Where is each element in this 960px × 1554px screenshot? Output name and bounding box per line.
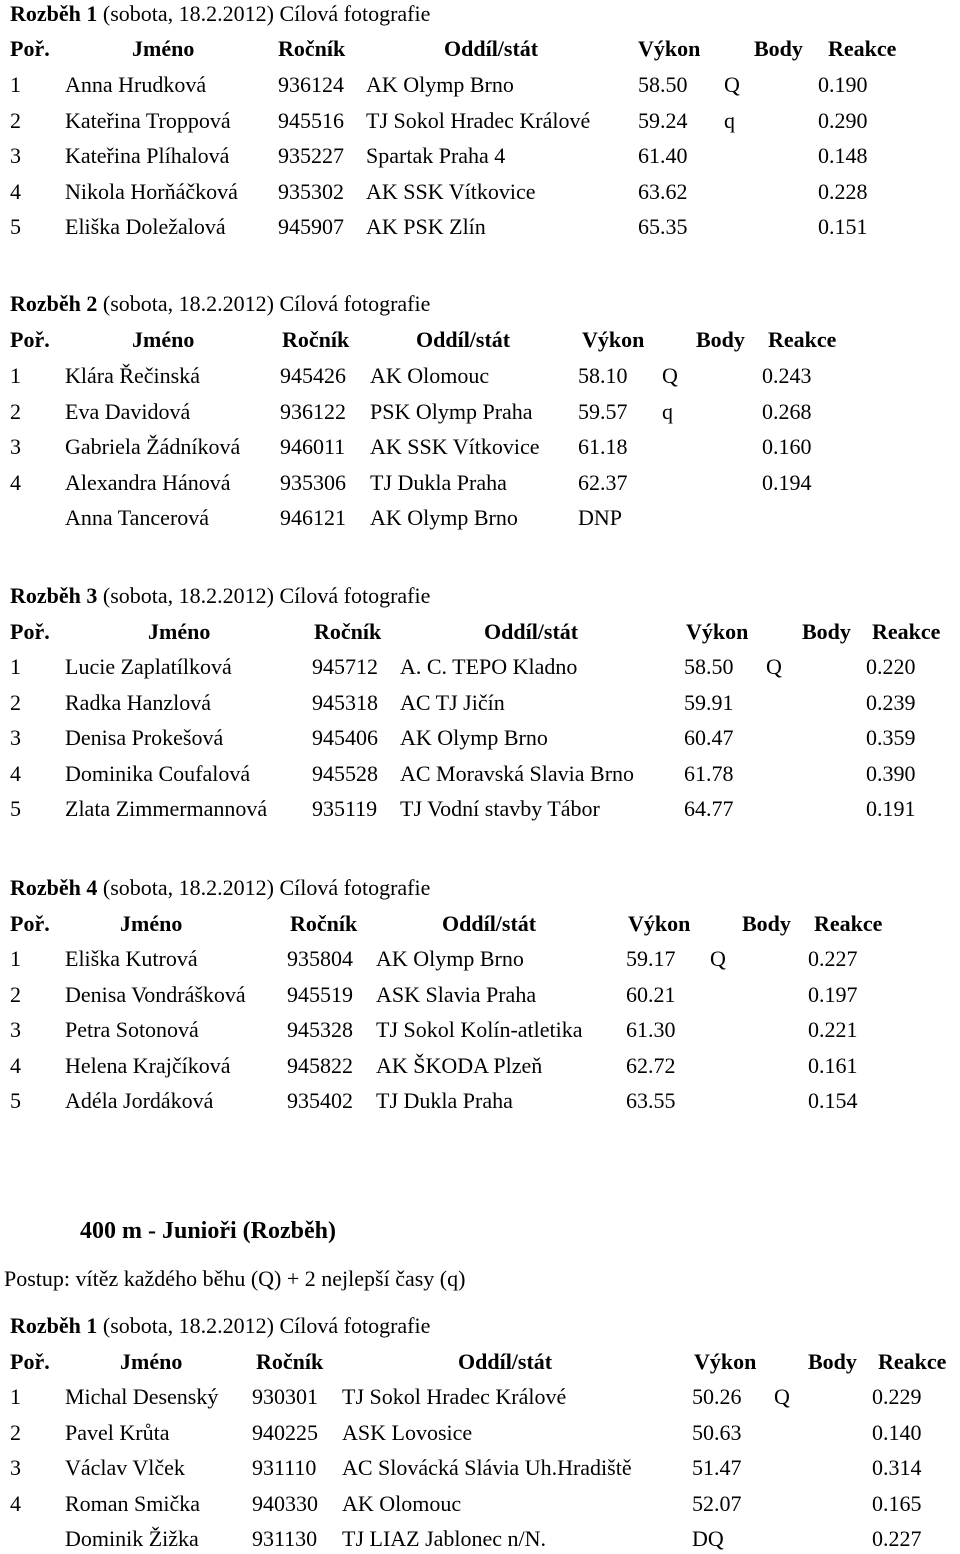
heat-date: (sobota, 18.2.2012) bbox=[102, 291, 274, 316]
birth-code-cell: 946011 bbox=[280, 434, 346, 459]
col-oddil: Oddíl/stát bbox=[484, 619, 579, 644]
rank-cell: 4 bbox=[10, 469, 21, 495]
reaction-cell: 0.290 bbox=[818, 107, 868, 133]
name-cell: Dominika Coufalová bbox=[65, 760, 251, 786]
club-cell: TJ LIAZ Jablonec n/N. bbox=[342, 1526, 547, 1551]
name-cell: Nikola Horňáčková bbox=[65, 178, 238, 204]
time-cell: 65.35 bbox=[638, 214, 688, 239]
time-cell: 63.55 bbox=[626, 1088, 676, 1113]
col-jmeno: Jméno bbox=[120, 911, 183, 936]
rank-cell: 4 bbox=[10, 1490, 21, 1516]
section-title: 400 m - Junioři (Rozběh) bbox=[80, 1218, 336, 1244]
table-row bbox=[10, 141, 960, 171]
heat-label: Rozběh 2 bbox=[10, 291, 98, 316]
rank-cell: 2 bbox=[10, 398, 21, 424]
name-cell: Zlata Zimmermannová bbox=[65, 796, 268, 821]
birth-code-cell: 945328 bbox=[287, 1017, 353, 1042]
reaction-cell: 0.154 bbox=[808, 1088, 858, 1113]
table-row bbox=[10, 1382, 960, 1412]
col-por: Poř. bbox=[10, 327, 50, 352]
photo-finish-label: Cílová fotografie bbox=[279, 291, 431, 316]
reaction-cell: 0.243 bbox=[762, 363, 812, 388]
birth-code-cell: 945516 bbox=[278, 107, 344, 133]
time-cell: 59.57 bbox=[578, 398, 628, 424]
time-cell: 58.50 bbox=[684, 654, 734, 679]
club-cell: AK Olymp Brno bbox=[370, 505, 518, 530]
rank-cell: 2 bbox=[10, 1419, 21, 1445]
time-cell: 58.50 bbox=[638, 72, 688, 97]
reaction-cell: 0.229 bbox=[872, 1384, 922, 1409]
col-body: Body bbox=[802, 619, 851, 644]
club-cell: TJ Vodní stavby Tábor bbox=[400, 796, 600, 821]
time-cell: 61.78 bbox=[684, 760, 734, 786]
birth-code-cell: 945406 bbox=[312, 725, 378, 750]
col-oddil: Oddíl/stát bbox=[416, 327, 511, 352]
time-cell: 62.37 bbox=[578, 469, 628, 495]
table-header bbox=[10, 909, 960, 939]
col-por: Poř. bbox=[10, 619, 50, 644]
rank-cell: 2 bbox=[10, 689, 21, 715]
rank-cell: 5 bbox=[10, 1088, 21, 1113]
club-cell: AK ŠKODA Plzeň bbox=[376, 1052, 543, 1078]
table-row bbox=[10, 70, 960, 100]
club-cell: AK Olymp Brno bbox=[400, 725, 548, 750]
club-cell: AK Olomouc bbox=[370, 363, 490, 388]
reaction-cell: 0.227 bbox=[808, 946, 858, 971]
reaction-cell: 0.194 bbox=[762, 469, 812, 495]
heat-title bbox=[10, 874, 430, 902]
col-rocnik: Ročník bbox=[282, 327, 350, 352]
col-jmeno: Jméno bbox=[148, 619, 211, 644]
club-cell: AC Slovácká Slávia Uh.Hradiště bbox=[342, 1455, 632, 1480]
table-row bbox=[10, 688, 960, 718]
club-cell: TJ Sokol Kolín-atletika bbox=[376, 1017, 583, 1042]
club-cell: AK SSK Vítkovice bbox=[370, 434, 540, 459]
photo-finish-label: Cílová fotografie bbox=[279, 1, 431, 26]
col-jmeno: Jméno bbox=[132, 327, 195, 352]
time-cell: DQ bbox=[692, 1526, 724, 1551]
table-row bbox=[10, 652, 960, 682]
rank-cell: 5 bbox=[10, 214, 21, 239]
name-cell: Eva Davidová bbox=[65, 398, 191, 424]
time-cell: 64.77 bbox=[684, 796, 734, 821]
name-cell: Anna Hrudková bbox=[65, 72, 207, 97]
birth-code-cell: 935306 bbox=[280, 469, 346, 495]
col-vykon: Výkon bbox=[686, 619, 749, 644]
time-cell: 62.72 bbox=[626, 1052, 676, 1078]
table-row bbox=[10, 177, 960, 207]
reaction-cell: 0.220 bbox=[866, 654, 916, 679]
col-reakce: Reakce bbox=[814, 911, 883, 936]
col-reakce: Reakce bbox=[872, 619, 941, 644]
reaction-cell: 0.314 bbox=[872, 1455, 922, 1480]
table-row bbox=[10, 1015, 960, 1045]
qualification-cell: Q bbox=[766, 654, 782, 679]
club-cell: TJ Sokol Hradec Králové bbox=[366, 107, 591, 133]
club-cell: A. C. TEPO Kladno bbox=[400, 654, 578, 679]
name-cell: Eliška Kutrová bbox=[65, 946, 198, 971]
name-cell: Eliška Doležalová bbox=[65, 214, 226, 239]
table-row bbox=[10, 1453, 960, 1483]
time-cell: 59.17 bbox=[626, 946, 676, 971]
rank-cell: 4 bbox=[10, 1052, 21, 1078]
rank-cell: 3 bbox=[10, 1017, 21, 1042]
table-row bbox=[10, 944, 960, 974]
photo-finish-label: Cílová fotografie bbox=[279, 1313, 431, 1338]
rank-cell: 3 bbox=[10, 434, 21, 459]
name-cell: Adéla Jordáková bbox=[65, 1088, 214, 1113]
col-jmeno: Jméno bbox=[120, 1349, 183, 1374]
birth-code-cell: 945907 bbox=[278, 214, 344, 239]
table-row bbox=[10, 1524, 960, 1554]
time-cell: 52.07 bbox=[692, 1490, 742, 1516]
name-cell: Alexandra Hánová bbox=[65, 469, 231, 495]
heat-label: Rozběh 3 bbox=[10, 583, 98, 608]
club-cell: TJ Dukla Praha bbox=[370, 469, 507, 495]
col-oddil: Oddíl/stát bbox=[442, 911, 537, 936]
heat-label: Rozběh 4 bbox=[10, 875, 98, 900]
col-por: Poř. bbox=[10, 36, 50, 61]
table-row bbox=[10, 212, 960, 242]
heat-date: (sobota, 18.2.2012) bbox=[102, 1, 274, 26]
rank-cell: 3 bbox=[10, 143, 21, 168]
reaction-cell: 0.140 bbox=[872, 1419, 922, 1445]
rank-cell: 5 bbox=[10, 796, 21, 821]
club-cell: PSK Olymp Praha bbox=[370, 398, 533, 424]
time-cell: 50.26 bbox=[692, 1384, 742, 1409]
qualification-cell: q bbox=[724, 107, 735, 133]
birth-code-cell: 935402 bbox=[287, 1088, 353, 1113]
col-body: Body bbox=[808, 1349, 857, 1374]
time-cell: 51.47 bbox=[692, 1455, 742, 1480]
reaction-cell: 0.221 bbox=[808, 1017, 858, 1042]
rank-cell: 1 bbox=[10, 72, 21, 97]
table-row bbox=[10, 723, 960, 753]
heat-title bbox=[10, 1312, 430, 1340]
rank-cell: 3 bbox=[10, 725, 21, 750]
table-row bbox=[10, 794, 960, 824]
name-cell: Denisa Vondrášková bbox=[65, 981, 246, 1007]
birth-code-cell: 936122 bbox=[280, 398, 346, 424]
col-rocnik: Ročník bbox=[290, 911, 358, 936]
col-reakce: Reakce bbox=[878, 1349, 947, 1374]
reaction-cell: 0.191 bbox=[866, 796, 916, 821]
reaction-cell: 0.227 bbox=[872, 1526, 922, 1551]
birth-code-cell: 945318 bbox=[312, 689, 378, 715]
reaction-cell: 0.190 bbox=[818, 72, 868, 97]
name-cell: Kateřina Troppová bbox=[65, 107, 231, 133]
reaction-cell: 0.239 bbox=[866, 689, 916, 715]
name-cell: Gabriela Žádníková bbox=[65, 434, 241, 459]
heat-date: (sobota, 18.2.2012) bbox=[102, 583, 274, 608]
time-cell: 63.62 bbox=[638, 178, 688, 204]
table-header bbox=[10, 617, 960, 647]
club-cell: AK PSK Zlín bbox=[366, 214, 486, 239]
rank-cell: 2 bbox=[10, 107, 21, 133]
birth-code-cell: 946121 bbox=[280, 505, 346, 530]
table-row bbox=[10, 1086, 960, 1116]
table-header bbox=[10, 34, 960, 64]
rank-cell: 1 bbox=[10, 1384, 21, 1409]
name-cell: Pavel Krůta bbox=[65, 1419, 170, 1445]
birth-code-cell: 935119 bbox=[312, 796, 378, 821]
club-cell: AK SSK Vítkovice bbox=[366, 178, 536, 204]
heat-title bbox=[10, 582, 430, 610]
col-oddil: Oddíl/stát bbox=[458, 1349, 553, 1374]
time-cell: 59.24 bbox=[638, 107, 688, 133]
table-row bbox=[10, 432, 960, 462]
club-cell: AC Moravská Slavia Brno bbox=[400, 760, 635, 786]
table-row bbox=[10, 980, 960, 1010]
heat-title bbox=[10, 290, 430, 318]
birth-code-cell: 940225 bbox=[252, 1419, 318, 1445]
name-cell: Anna Tancerová bbox=[65, 505, 210, 530]
rank-cell: 1 bbox=[10, 946, 21, 971]
club-cell: TJ Dukla Praha bbox=[376, 1088, 513, 1113]
time-cell: 59.91 bbox=[684, 689, 734, 715]
club-cell: ASK Lovosice bbox=[342, 1419, 473, 1445]
col-body: Body bbox=[696, 327, 745, 352]
rank-cell: 1 bbox=[10, 654, 21, 679]
col-reakce: Reakce bbox=[768, 327, 837, 352]
club-cell: Spartak Praha 4 bbox=[366, 143, 506, 168]
heat-title bbox=[10, 0, 430, 28]
reaction-cell: 0.148 bbox=[818, 143, 868, 168]
qualification-cell: q bbox=[662, 398, 673, 424]
table-row bbox=[10, 468, 960, 498]
col-vykon: Výkon bbox=[628, 911, 691, 936]
birth-code-cell: 945426 bbox=[280, 363, 346, 388]
birth-code-cell: 935804 bbox=[287, 946, 353, 971]
name-cell: Radka Hanzlová bbox=[65, 689, 211, 715]
time-cell: 50.63 bbox=[692, 1419, 742, 1445]
birth-code-cell: 930301 bbox=[252, 1384, 318, 1409]
table-row bbox=[10, 1489, 960, 1519]
reaction-cell: 0.161 bbox=[808, 1052, 858, 1078]
reaction-cell: 0.165 bbox=[872, 1490, 922, 1516]
qualification-cell: Q bbox=[724, 72, 740, 97]
col-rocnik: Ročník bbox=[278, 36, 346, 61]
name-cell: Václav Vlček bbox=[65, 1455, 185, 1480]
time-cell: 61.18 bbox=[578, 434, 628, 459]
rank-cell: 1 bbox=[10, 363, 21, 388]
birth-code-cell: 935302 bbox=[278, 178, 344, 204]
name-cell: Denisa Prokešová bbox=[65, 725, 224, 750]
name-cell: Petra Sotonová bbox=[65, 1017, 199, 1042]
birth-code-cell: 935227 bbox=[278, 143, 344, 168]
photo-finish-label: Cílová fotografie bbox=[279, 875, 431, 900]
table-header bbox=[10, 1347, 960, 1377]
col-jmeno: Jméno bbox=[132, 36, 195, 61]
col-body: Body bbox=[742, 911, 791, 936]
name-cell: Lucie Zaplatílková bbox=[65, 654, 232, 679]
table-row bbox=[10, 361, 960, 391]
birth-code-cell: 945712 bbox=[312, 654, 378, 679]
club-cell: AK Olymp Brno bbox=[366, 72, 514, 97]
time-cell: 58.10 bbox=[578, 363, 628, 388]
birth-code-cell: 940330 bbox=[252, 1490, 318, 1516]
name-cell: Helena Krajčíková bbox=[65, 1052, 231, 1078]
club-cell: AK Olomouc bbox=[342, 1490, 462, 1516]
table-row bbox=[10, 759, 960, 789]
col-reakce: Reakce bbox=[828, 36, 897, 61]
reaction-cell: 0.268 bbox=[762, 398, 812, 424]
name-cell: Michal Desenský bbox=[65, 1384, 219, 1409]
qualification-cell: Q bbox=[774, 1384, 790, 1409]
reaction-cell: 0.160 bbox=[762, 434, 812, 459]
col-vykon: Výkon bbox=[694, 1349, 757, 1374]
photo-finish-label: Cílová fotografie bbox=[279, 583, 431, 608]
qualification-cell: Q bbox=[710, 946, 726, 971]
rank-cell: 3 bbox=[10, 1455, 21, 1480]
col-rocnik: Ročník bbox=[314, 619, 382, 644]
name-cell: Dominik Žižka bbox=[65, 1526, 199, 1551]
col-por: Poř. bbox=[10, 911, 50, 936]
club-cell: AK Olymp Brno bbox=[376, 946, 524, 971]
name-cell: Roman Smička bbox=[65, 1490, 201, 1516]
club-cell: AC TJ Jičín bbox=[400, 689, 505, 715]
table-row bbox=[10, 1051, 960, 1081]
table-row bbox=[10, 106, 960, 136]
name-cell: Kateřina Plíhalová bbox=[65, 143, 230, 168]
birth-code-cell: 931130 bbox=[252, 1526, 318, 1551]
time-cell: 60.21 bbox=[626, 981, 676, 1007]
reaction-cell: 0.359 bbox=[866, 725, 916, 750]
birth-code-cell: 945528 bbox=[312, 760, 378, 786]
name-cell: Klára Řečinská bbox=[65, 363, 200, 388]
table-row bbox=[10, 503, 960, 533]
time-cell: 61.30 bbox=[626, 1017, 676, 1042]
heat-label: Rozběh 1 bbox=[10, 1313, 98, 1338]
col-vykon: Výkon bbox=[638, 36, 701, 61]
heat-date: (sobota, 18.2.2012) bbox=[102, 1313, 274, 1338]
reaction-cell: 0.197 bbox=[808, 981, 858, 1007]
heat-label: Rozběh 1 bbox=[10, 1, 98, 26]
section-subtitle: Postup: vítěz každého běhu (Q) + 2 nejlepší časy (q) bbox=[4, 1266, 466, 1291]
time-cell: 60.47 bbox=[684, 725, 734, 750]
reaction-cell: 0.151 bbox=[818, 214, 868, 239]
qualification-cell: Q bbox=[662, 363, 678, 388]
club-cell: ASK Slavia Praha bbox=[376, 981, 537, 1007]
club-cell: TJ Sokol Hradec Králové bbox=[342, 1384, 567, 1409]
table-row bbox=[10, 1418, 960, 1448]
time-cell: 61.40 bbox=[638, 143, 688, 168]
col-oddil: Oddíl/stát bbox=[444, 36, 539, 61]
table-header bbox=[10, 325, 960, 355]
col-body: Body bbox=[754, 36, 803, 61]
heat-date: (sobota, 18.2.2012) bbox=[102, 875, 274, 900]
col-por: Poř. bbox=[10, 1349, 50, 1374]
rank-cell: 2 bbox=[10, 981, 21, 1007]
col-vykon: Výkon bbox=[582, 327, 645, 352]
birth-code-cell: 945822 bbox=[287, 1052, 353, 1078]
birth-code-cell: 936124 bbox=[278, 72, 344, 97]
table-row bbox=[10, 397, 960, 427]
rank-cell: 4 bbox=[10, 760, 21, 786]
rank-cell: 4 bbox=[10, 178, 21, 204]
time-cell: DNP bbox=[578, 505, 623, 530]
birth-code-cell: 931110 bbox=[252, 1455, 317, 1480]
col-rocnik: Ročník bbox=[256, 1349, 324, 1374]
birth-code-cell: 945519 bbox=[287, 981, 353, 1007]
reaction-cell: 0.228 bbox=[818, 178, 868, 204]
reaction-cell: 0.390 bbox=[866, 760, 916, 786]
